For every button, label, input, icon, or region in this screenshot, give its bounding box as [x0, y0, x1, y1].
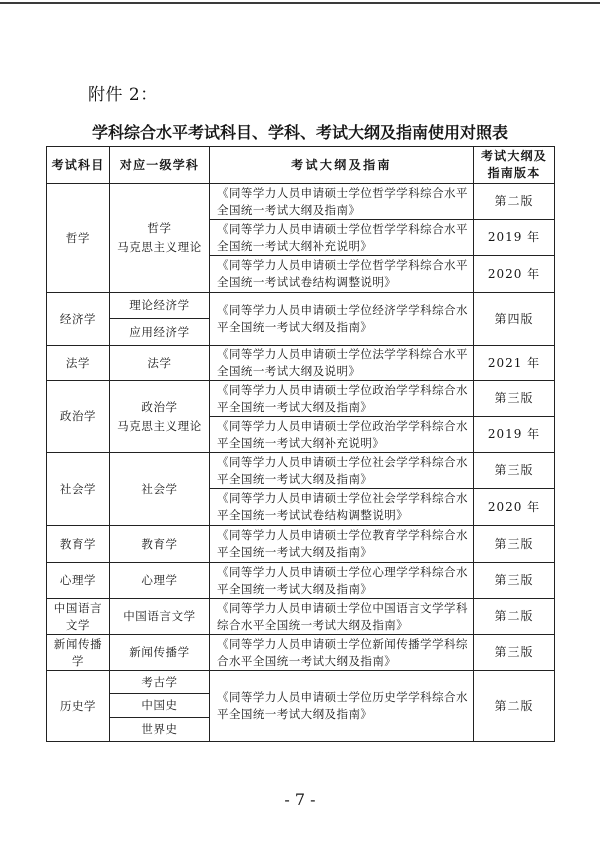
version-cell [474, 635, 555, 671]
version-cell [474, 526, 555, 563]
guide-title-line: 综合水平全国统一考试大纲及指南》 [217, 617, 409, 632]
table-row [47, 453, 555, 489]
guide-cell [210, 381, 474, 417]
exam-subject-cell [47, 346, 110, 381]
guide-title-line: 合水平全国统一考试大纲及指南》 [217, 653, 397, 668]
guide-title-line: 平全国统一考试大纲补充说明》 [217, 435, 385, 450]
discipline-text: 马克思主义理论 [117, 240, 202, 254]
guide-title-line: 《同等学力人员申请硕士学位社会学学科综合水 [217, 491, 468, 505]
guide-title-line: 《同等学力人员申请硕士学位社会学学科综合水 [217, 454, 468, 469]
guide-cell [210, 346, 474, 381]
table-row [47, 346, 555, 381]
version-text: 第二版 [494, 194, 534, 208]
version-cell [474, 256, 555, 293]
table-header-row [47, 147, 555, 184]
guide-title-line: 全国统一考试试卷结构调整说明》 [217, 275, 397, 289]
version-cell [474, 599, 555, 635]
guide-title-line: 《同等学力人员申请硕士学位哲学学科综合水平 [217, 185, 468, 200]
discipline-cell [110, 453, 210, 526]
exam-subject-text: 政治学 [59, 409, 97, 423]
guide-title-line: 《同等学力人员申请硕士学位历史学学科综合水 [217, 690, 468, 704]
guide-title-line: 《同等学力人员申请硕士学位法学学科综合水平 [217, 347, 468, 361]
guide-title-line: 平全国统一考试试卷结构调整说明》 [217, 508, 409, 522]
exam-subject-text: 教育学 [59, 536, 97, 551]
discipline-cell [110, 635, 210, 671]
table-row [47, 526, 555, 563]
guide-cell [210, 256, 474, 293]
exam-subject-cell [47, 293, 110, 346]
guide-cell [210, 635, 474, 671]
header-discipline-label: 对应一级学科 [119, 157, 200, 172]
exam-subject-cell [47, 526, 110, 563]
header-version [474, 147, 555, 184]
discipline-cell [110, 694, 210, 718]
version-text: 第三版 [494, 391, 534, 405]
exam-subject-cell [47, 381, 110, 453]
version-text: 第三版 [494, 645, 534, 659]
exam-subject-cell [47, 184, 110, 293]
discipline-text: 法学 [147, 355, 172, 370]
exam-subject-text: 心理学 [59, 573, 97, 587]
attachment-label: 附件 2： [88, 85, 158, 105]
version-text: 第二版 [494, 609, 534, 623]
discipline-cell [110, 346, 210, 381]
guide-title-line: 平全国统一考试大纲及指南》 [217, 399, 373, 414]
exam-subject-cell [47, 563, 110, 599]
version-cell [474, 293, 555, 346]
discipline-cell [110, 381, 210, 453]
discipline-text: 教育学 [141, 536, 178, 551]
header-exam-subject [47, 147, 110, 184]
table-row [47, 381, 555, 417]
discipline-cell [110, 563, 210, 599]
version-cell [474, 453, 555, 489]
table-row [47, 599, 555, 635]
guide-title-line: 平全国统一考试大纲及指南》 [217, 707, 373, 721]
guide-cell [210, 563, 474, 599]
version-text: 第三版 [494, 536, 534, 551]
version-text: 第二版 [494, 698, 534, 713]
version-text: 2019 年 [487, 427, 541, 441]
version-text: 2021 年 [487, 355, 541, 370]
discipline-text: 哲学 [147, 221, 172, 235]
discipline-cell [110, 319, 210, 346]
guide-cell [210, 671, 474, 742]
guide-title-line: 全国统一考试大纲补充说明》 [217, 238, 373, 253]
table-title: 学科综合水平考试科目、学科、考试大纲及指南使用对照表 [91, 123, 508, 142]
guide-title-line: 《同等学力人员申请硕士学位政治学学科综合水 [217, 382, 468, 397]
discipline-cell [110, 599, 210, 635]
discipline-cell [110, 718, 210, 742]
guide-title-line: 全国统一考试大纲及说明》 [217, 364, 361, 378]
version-text: 2020 年 [487, 499, 541, 514]
exam-subject-text: 哲学 [65, 230, 91, 245]
comparison-table [46, 146, 555, 742]
guide-title-line: 全国统一考试大纲及指南》 [217, 202, 361, 217]
discipline-text: 社会学 [141, 481, 178, 496]
discipline-cell [110, 671, 210, 694]
exam-subject-text: 历史学 [59, 698, 97, 713]
discipline-text: 新闻传播学 [129, 645, 190, 659]
version-text: 2019 年 [487, 230, 541, 244]
guide-cell [210, 489, 474, 526]
discipline-text: 政治学 [141, 399, 178, 414]
guide-title-line: 平全国统一考试大纲及指南》 [217, 545, 373, 559]
guide-cell [210, 220, 474, 256]
discipline-text: 中国史 [141, 698, 178, 712]
exam-subject-cell [47, 599, 110, 635]
discipline-text: 世界史 [141, 722, 178, 736]
guide-cell [210, 453, 474, 489]
guide-title-line: 《同等学力人员申请硕士学位哲学学科综合水平 [217, 221, 468, 236]
header-guide-label: 考试大纲及指南 [291, 157, 392, 172]
header-exam-subject-label: 考试科目 [51, 157, 105, 172]
version-text: 第三版 [494, 573, 534, 587]
exam-subject-text: 学 [71, 653, 85, 668]
exam-subject-text: 法学 [65, 355, 91, 370]
guide-cell [210, 526, 474, 563]
discipline-cell [110, 526, 210, 563]
guide-title-line: 《同等学力人员申请硕士学位教育学学科综合水 [217, 528, 468, 542]
table-row [47, 563, 555, 599]
discipline-text: 考古学 [141, 674, 178, 689]
guide-title-line: 《同等学力人员申请硕士学位经济学学科综合水 [217, 303, 468, 317]
header-version-label: 考试大纲及 [480, 149, 547, 163]
discipline-cell [110, 184, 210, 293]
version-cell [474, 381, 555, 417]
version-cell [474, 184, 555, 220]
guide-title-line: 《同等学力人员申请硕士学位新闻传播学学科综 [217, 636, 468, 651]
guide-title-line: 平全国统一考试大纲及指南》 [217, 320, 373, 334]
guide-cell [210, 293, 474, 346]
exam-subject-text: 新闻传播 [53, 636, 103, 651]
header-guide [210, 147, 474, 184]
version-cell [474, 417, 555, 453]
table-row [47, 184, 555, 220]
page-number: - 7 - [284, 790, 316, 809]
version-cell [474, 489, 555, 526]
discipline-text: 中国语言文学 [123, 609, 196, 623]
exam-subject-text: 中国语言 [53, 600, 103, 615]
page-top-edge-line [0, 2, 600, 4]
table-row [47, 293, 555, 319]
version-cell [474, 220, 555, 256]
discipline-text: 心理学 [141, 573, 178, 587]
version-cell [474, 671, 555, 742]
guide-title-line: 《同等学力人员申请硕士学位哲学学科综合水平 [217, 258, 468, 272]
guide-title-line: 《同等学力人员申请硕士学位心理学学科综合水 [217, 564, 468, 579]
guide-title-line: 《同等学力人员申请硕士学位政治学学科综合水 [217, 418, 468, 433]
guide-cell [210, 184, 474, 220]
exam-subject-text: 经济学 [59, 311, 97, 326]
version-cell [474, 563, 555, 599]
table-row [47, 635, 555, 671]
version-text: 第三版 [494, 463, 534, 477]
version-text: 2020 年 [487, 266, 541, 281]
guide-cell [210, 599, 474, 635]
header-discipline [110, 147, 210, 184]
discipline-text: 应用经济学 [129, 324, 190, 339]
exam-subject-cell [47, 635, 110, 671]
exam-subject-text: 社会学 [59, 481, 97, 496]
guide-cell [210, 417, 474, 453]
guide-title-line: 平全国统一考试大纲及指南》 [217, 471, 373, 486]
discipline-text: 理论经济学 [129, 298, 190, 312]
table-row [47, 671, 555, 694]
version-text: 第四版 [494, 311, 534, 326]
exam-subject-cell [47, 453, 110, 526]
guide-title-line: 《同等学力人员申请硕士学位中国语言文学学科 [217, 600, 468, 615]
guide-title-line: 平全国统一考试大纲及指南》 [217, 581, 373, 596]
version-cell [474, 346, 555, 381]
header-version-label: 指南版本 [487, 166, 541, 180]
discipline-cell [110, 293, 210, 319]
discipline-text: 马克思主义理论 [117, 418, 202, 433]
exam-subject-cell [47, 671, 110, 742]
exam-subject-text: 文学 [65, 617, 91, 632]
